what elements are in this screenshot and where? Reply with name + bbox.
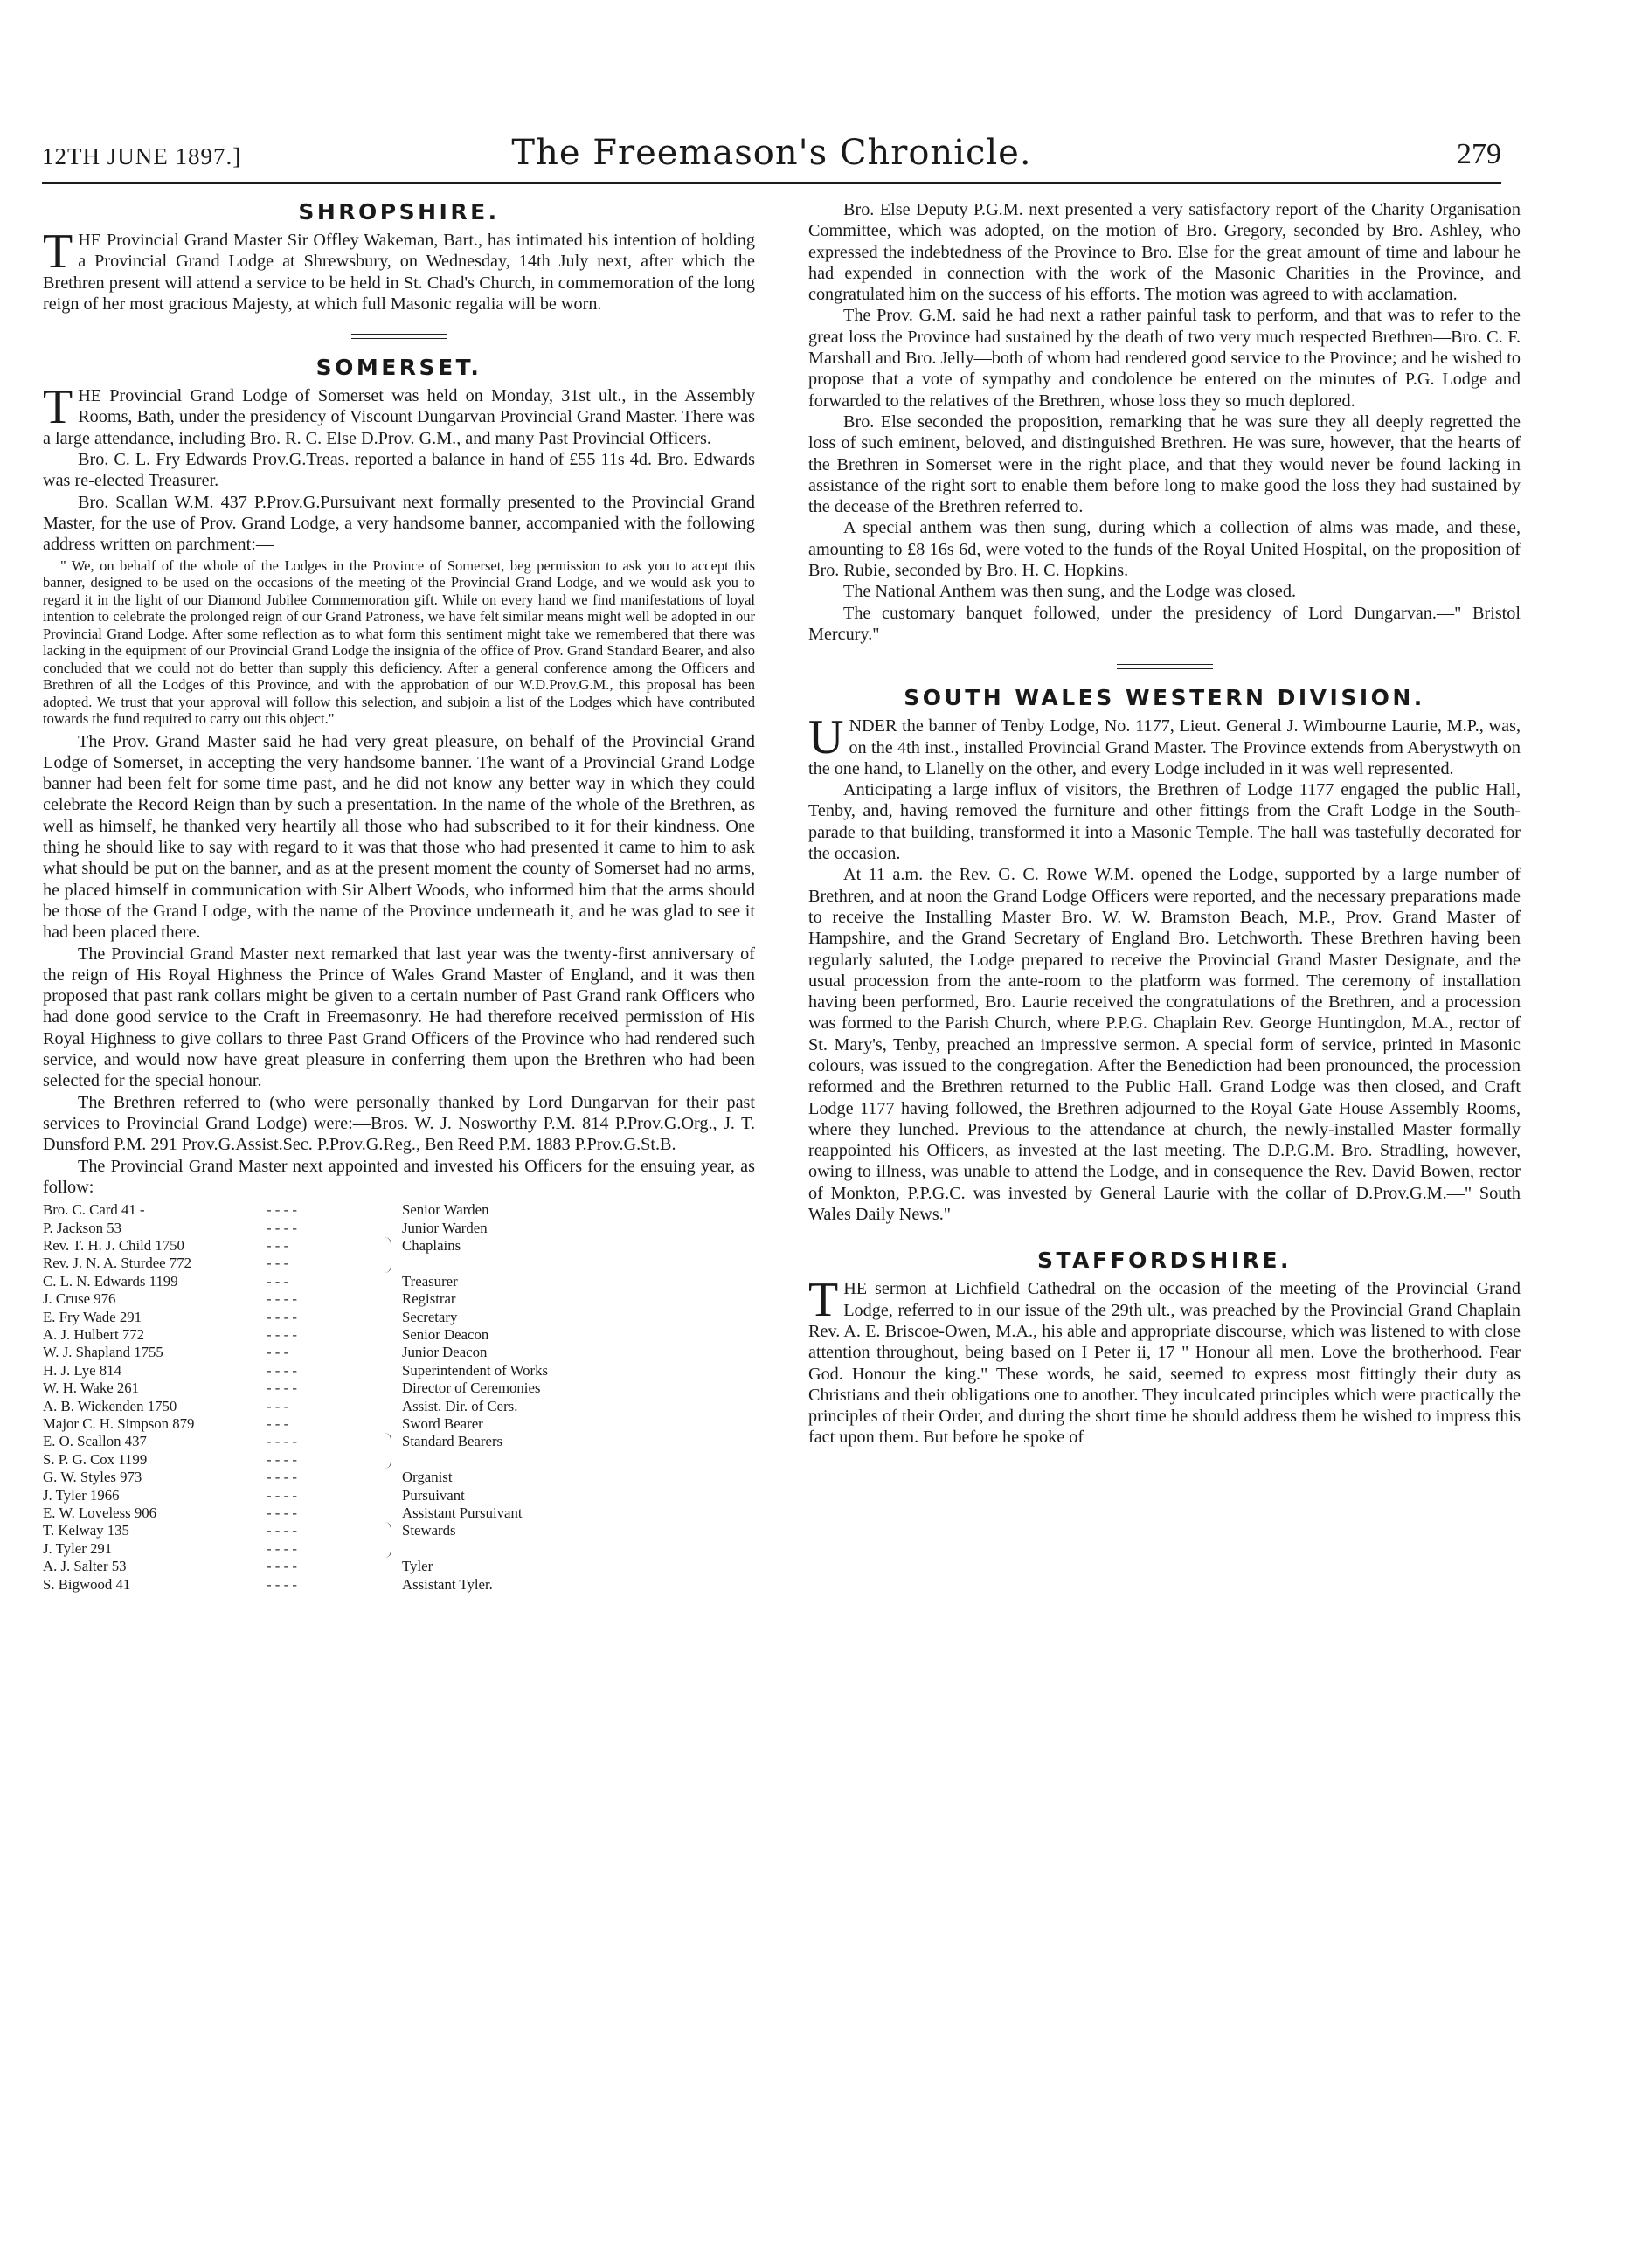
leader-dashes: - - - -: [267, 1201, 297, 1219]
staffordshire-article: [808, 1248, 1521, 1448]
brace-mark: [376, 1326, 391, 1344]
shropshire-body: THE Provincial Grand Master Sir Offley Wakeman, Bart., has intimated his intention of holding a Provincial Grand Lodge at Shrewsbury, on Wednesday, 14th July next, after which the Brethren present will attend a service to be held in St. Chad's Church, in commemoration of the long reign of her most gracious Majesty, at which full Masonic regalia will be worn.: [43, 225, 755, 314]
officer-name: E. Fry Wade 291: [43, 1308, 142, 1325]
officer-office: [391, 1255, 402, 1272]
brace-mark: [376, 1522, 391, 1539]
officer-office: Senior Warden: [402, 1201, 489, 1219]
officers-list: [43, 1201, 755, 1594]
staffordshire-paragraph: THE sermon at Lichfield Cathedral on the occasion of the meeting of the Provincial Grand Lodge, referred to in our issue of the 29th ult., was preached by the Provincial Grand Chaplain Rev. A. E. Briscoe-Owen, M.A., his able and appropriate discourse, which was listened to with close attention throughout, being based on I Peter ii, 17 " Honour all men. Love the brotherhood. Fear God. Honour the king." These words, he said, seemed to express most fittingly their duty as Christians and their obligations one to another. They inculcated principles which were practically the principles of their Order, and during the short time he should address them he wished to impress this fact upon them. But before he spoke of: [808, 1273, 1521, 1448]
officer-row: [43, 1522, 755, 1539]
officer-office: Tyler: [402, 1558, 433, 1575]
leader-dashes: - - - -: [267, 1522, 297, 1539]
brace-mark: [376, 1290, 391, 1308]
leader-dashes: - - - -: [267, 1504, 297, 1521]
officer-row: [43, 1540, 755, 1558]
officer-name: H. J. Lye 814: [43, 1361, 121, 1379]
brace-mark: [376, 1451, 391, 1469]
leader-dashes: - - -: [267, 1397, 289, 1414]
brace-mark: [376, 1201, 391, 1219]
officer-row: [43, 1487, 755, 1504]
brace-mark: [376, 1273, 391, 1290]
officer-name: C. L. N. Edwards 1199: [43, 1272, 178, 1290]
officer-row: [43, 1576, 755, 1594]
officer-row: [43, 1344, 755, 1361]
somerset-paragraph: The customary banquet followed, under the presidency of Lord Dungarvan.—" Bristol Mercury.": [808, 603, 1521, 644]
leader-dashes: - - - -: [267, 1361, 297, 1379]
officer-office: Treasurer: [402, 1272, 458, 1290]
staffordshire-heading: STAFFORDSHIRE.: [1037, 1248, 1292, 1274]
leader-dashes: - - -: [267, 1255, 289, 1272]
officer-name: Rev. T. H. J. Child 1750: [43, 1236, 184, 1254]
leader-dashes: - - - -: [267, 1450, 297, 1468]
officer-row: [43, 1415, 755, 1433]
officer-office: [391, 1451, 402, 1469]
header-rule: [42, 182, 1501, 184]
officer-office: Sword Bearer: [402, 1414, 483, 1432]
officer-name: J. Tyler 291: [43, 1539, 113, 1557]
officer-row: [43, 1326, 755, 1344]
officer-name: G. W. Styles 973: [43, 1469, 142, 1486]
brace-mark: [376, 1220, 391, 1237]
officer-name: Major C. H. Simpson 879: [43, 1414, 195, 1432]
officer-name: J. Cruse 976: [43, 1290, 116, 1308]
brace-mark: [376, 1398, 391, 1415]
officer-office: Junior Deacon: [402, 1344, 488, 1361]
leader-dashes: - - - -: [267, 1325, 297, 1343]
right-column: [808, 199, 1521, 1449]
officer-row: [43, 1558, 755, 1575]
somerset-paragraph: The Provincial Grand Master next remarked that last year was the twenty-first anniversary of the reign of His Royal Highness the Prince of Wales Grand Master of England, and it was then proposed that past rank collars might be given to a certain number of Past Grand rank Officers who had done good service to the Craft in Freemasonry. He had therefore received permission of His Royal Highness to give collars to three Past Grand Officers of the Province who had rendered such service, and would now have great pleasure in conferring them upon the Brethren who had been selected for the special honour.: [43, 944, 755, 1091]
somerset-article: [43, 355, 755, 1594]
brace-mark: [376, 1504, 391, 1522]
leader-dashes: - - - -: [267, 1575, 297, 1593]
officer-row: [43, 1273, 755, 1290]
brace-mark: [376, 1379, 391, 1397]
officer-row: [43, 1504, 755, 1522]
somerset-paragraph: The Provincial Grand Master next appointed and invested his Officers for the ensuing year, as follow:: [43, 1156, 755, 1197]
shropshire-heading: SHROPSHIRE.: [298, 199, 500, 225]
officer-name: W. J. Shapland 1755: [43, 1344, 163, 1361]
officer-name: S. P. G. Cox 1199: [43, 1450, 148, 1468]
brace-mark: [376, 1558, 391, 1575]
officer-name: J. Tyler 1966: [43, 1486, 120, 1504]
somerset-paragraph: Bro. Scallan W.M. 437 P.Prov.G.Pursuivant next formally presented to the Provincial Grand Master, for the use of Prov. Grand Lodge, a very handsome banner, accompanied with the following address written on parchment:—: [43, 492, 755, 555]
dropcap: T: [43, 225, 73, 279]
officer-name: W. H. Wake 261: [43, 1379, 140, 1397]
section-separator: [351, 334, 447, 339]
brace-mark: [376, 1362, 391, 1379]
page-number: 279: [1457, 138, 1501, 170]
somerset-paragraph: Bro. C. L. Fry Edwards Prov.G.Treas. reported a balance in hand of £55 11s 4d. Bro. Edwards was re-elected Treasurer.: [43, 450, 755, 491]
brace-mark: [376, 1415, 391, 1433]
officer-name: A. B. Wickenden 1750: [43, 1397, 177, 1414]
officer-name: E. W. Loveless 906: [43, 1504, 157, 1521]
officer-row: [43, 1309, 755, 1326]
south-wales-paragraph: UNDER the banner of Tenby Lodge, No. 1177, Lieut. General J. Wimbourne Laurie, M.P., was, on the 4th inst., installed Provincial Grand Master. The Province extends from Aberystwyth on the one hand, to Llanelly on the other, and every Lodge included in it was well represented.: [808, 710, 1521, 778]
brace-mark: [376, 1237, 391, 1255]
issue-date: 12TH JUNE 1897.]: [42, 143, 242, 169]
somerset-paragraph: A special anthem was then sung, during which a collection of alms was made, and these, amounting to £8 16s 6d, were voted to the funds of the Royal United Hospital, on the proposition of Bro. Rubie, seconded by Bro. H. C. Hopkins.: [808, 518, 1521, 581]
officer-row: [43, 1379, 755, 1397]
brace-mark: [376, 1540, 391, 1558]
leader-dashes: - - -: [267, 1414, 289, 1432]
officer-row: [43, 1237, 755, 1255]
leader-dashes: - - - -: [267, 1486, 297, 1504]
officer-name: S. Bigwood 41: [43, 1575, 131, 1593]
leader-dashes: - - - -: [267, 1290, 297, 1308]
leader-dashes: - - -: [267, 1344, 289, 1361]
leader-dashes: - - - -: [267, 1558, 297, 1575]
officer-office: Chaplains: [402, 1236, 461, 1254]
officer-office: Assist. Dir. of Cers.: [402, 1397, 518, 1414]
officer-office: Standard Bearers: [402, 1433, 503, 1450]
officer-name: A. J. Hulbert 772: [43, 1325, 145, 1343]
officer-name: E. O. Scallon 437: [43, 1433, 147, 1450]
officer-name: Rev. J. N. A. Sturdee 772: [43, 1255, 191, 1272]
officer-office: Secretary: [402, 1308, 458, 1325]
leader-dashes: - - - -: [267, 1539, 297, 1557]
officer-office: Assistant Tyler.: [402, 1575, 493, 1593]
officer-office: [391, 1540, 402, 1558]
officer-row: [43, 1451, 755, 1469]
south-wales-article: [808, 685, 1521, 1225]
officer-office: Assistant Pursuivant: [402, 1504, 523, 1521]
officer-row: [43, 1398, 755, 1415]
officer-name: Bro. C. Card 41 -: [43, 1201, 145, 1219]
left-column: [43, 199, 755, 1594]
masthead: [42, 131, 1501, 183]
leader-dashes: - - - -: [267, 1379, 297, 1397]
brace-mark: [376, 1344, 391, 1361]
leader-dashes: - - -: [267, 1272, 289, 1290]
officer-office: Registrar: [402, 1290, 456, 1308]
officer-name: A. J. Salter 53: [43, 1558, 127, 1575]
somerset-paragraph: The National Anthem was then sung, and the Lodge was closed.: [843, 582, 1297, 602]
leader-dashes: - - - -: [267, 1308, 297, 1325]
somerset-paragraph: Bro. Else seconded the proposition, remarking that he was sure they all deeply regretted the loss of such eminent, beloved, and distinguished Brethren. He was sure, however, that the hearts of the Brethren in Somerset were in the right place, and that they would never be found lacking in assistance of the right sort to enable them before long to make good the loss they had sustained by the decease of the Brethren referred to.: [808, 411, 1521, 517]
officer-row: [43, 1362, 755, 1379]
somerset-paragraph: THE Provincial Grand Lodge of Somerset was held on Monday, 31st ult., in the Assembly Rooms, Bath, under the presidency of Viscount Dungarvan Provincial Grand Master. There was a large attendance, including Bro. R. C. Else D.Prov. G.M., and many Past Provincial Officers.: [43, 380, 755, 448]
officer-name: T. Kelway 135: [43, 1522, 129, 1539]
officer-row: [43, 1255, 755, 1272]
brace-mark: [376, 1469, 391, 1486]
somerset-heading: SOMERSET.: [315, 355, 482, 381]
officer-office: Pursuivant: [402, 1486, 465, 1504]
section-separator: [1117, 664, 1213, 669]
officer-office: Stewards: [402, 1522, 456, 1539]
officer-row: [43, 1469, 755, 1486]
dropcap: U: [808, 710, 844, 765]
officer-office: Senior Deacon: [402, 1325, 489, 1343]
officer-name: P. Jackson 53: [43, 1219, 121, 1236]
leader-dashes: - - - -: [267, 1433, 297, 1450]
officer-row: [43, 1433, 755, 1450]
leader-dashes: - - - -: [267, 1469, 297, 1486]
banner-address-quote: " We, on behalf of the whole of the Lodges in the Province of Somerset, beg permission to ask you to accept this banner, designed to be used on the occasions of the meeting of the Provincial Grand Lodge, and we would ask you to regard it in the light of our Diamond Jubilee Commemoration gift. While on every hand we find manifestations of loyal intention to celebrate the prolonged reign of our Grand Patroness, we have felt similar means might well be adopted in our Provincial Grand Lodge. After some reflection as to what form this sentiment might take we remembered that there was lacking in the equipment of our Provincial Grand Lodge the insignia of the office of Prov. Grand Standard Bearer, and also concluded that we could not do better than supply this deficiency. After a general conference among the Officers and Brethren of all the Lodges of this Province, and with the approbation of our W.D.Prov.G.M., this proposal has been adopted. We trust that your approval will follow this selection, and subjoin a list of the Lodges which have contributed towards the fund required to carry out this object.": [43, 557, 755, 728]
officer-office: Director of Ceremonies: [402, 1379, 541, 1397]
publication-title: The Freemason's Chronicle.: [511, 133, 1032, 173]
somerset-paragraph: Bro. Else Deputy P.G.M. next presented a very satisfactory report of the Charity Organisation Committee, which was adopted, on the motion of Bro. Gregory, seconded by Bro. Ashley, who expressed the indebtedness of the Province to Bro. Else for the great amount of time and labour he had expended in connection with the work of the Masonic Charities in the Province, and congratulated him on the success of his efforts. The motion was agreed to with acclamation.: [808, 200, 1521, 305]
officer-row: [43, 1290, 755, 1308]
south-wales-paragraph: Anticipating a large influx of visitors, the Brethren of Lodge 1177 engaged the public Hall, Tenby, and, having removed the furniture and other fittings from the Craft Lodge in the South-parade to that building, transformed it into a Masonic Temple. The hall was tastefully decorated for the occasion.: [808, 780, 1521, 864]
leader-dashes: - - -: [267, 1236, 289, 1254]
leader-dashes: - - - -: [267, 1219, 297, 1236]
brace-mark: [376, 1433, 391, 1450]
somerset-paragraph: The Brethren referred to (who were personally thanked by Lord Dungarvan for their past services to Provincial Grand Lodge) were:—Bros. W. J. Nosworthy P.M. 814 P.Prov.G.Org., J. T. Dunsford P.M. 291 Prov.G.Assist.Sec. P.Prov.G.Reg., Ben Reed P.M. 1883 P.Prov.G.St.B.: [43, 1092, 755, 1155]
shropshire-article: [43, 199, 755, 315]
south-wales-heading: SOUTH WALES WESTERN DIVISION.: [904, 685, 1425, 711]
officer-row: [43, 1201, 755, 1219]
brace-mark: [376, 1576, 391, 1594]
brace-mark: [376, 1487, 391, 1504]
brace-mark: [376, 1309, 391, 1326]
somerset-continued: [808, 199, 1521, 645]
dropcap: T: [808, 1273, 839, 1328]
officer-row: [43, 1220, 755, 1237]
officer-office: Superintendent of Works: [402, 1361, 549, 1379]
south-wales-paragraph: At 11 a.m. the Rev. G. C. Rowe W.M. opened the Lodge, supported by a large number of Brethren, and at noon the Grand Lodge Officers were reported, and the necessary preparations made to receive the Installing Master Bro. W. W. Bramston Beach, M.P., Prov. Grand Master of Hampshire, and the Grand Secretary of England Bro. Letchworth. These Brethren having been regularly saluted, the Lodge prepared to receive the Provincial Grand Master Designate, and the usual procession from the ante-room to the platform was formed. The ceremony of installation having been performed, Bro. Laurie received the congratulations of the Brethren, and a procession was formed to the Parish Church, where P.P.G. Chaplain Rev. George Huntingdon, M.A., rector of St. Mary's, Tenby, preached an impressive sermon. A special form of service, printed in Masonic colours, was issued to the congregation. After the Benediction had been pronounced, the procession reformed and the Brethren returned to the Public Hall. Grand Lodge was then closed, and Craft Lodge 1177 having followed, the Brethren adjourned to the Royal Gate House Assembly Rooms, where they lunched. Previous to the attendance at church, the newly-installed Master formally reappointed his Officers, as invested at the last meeting. The D.P.G.M. Bro. Stradling, however, owing to illness, was unable to attend the Lodge, and in consequence the Rev. David Bowen, rector of Monkton, P.P.G.C. was invested by General Laurie with the collar of D.Prov.G.M.—" South Wales Daily News.": [808, 865, 1521, 1225]
officer-office: Junior Warden: [402, 1219, 488, 1236]
somerset-paragraph: The Prov. Grand Master said he had very great pleasure, on behalf of the Provincial Grand Lodge of Somerset, in accepting the very handsome banner. The want of a Provincial Grand Lodge banner had been felt for some time past, and he did not know any better way in which they could celebrate the Record Reign than by such a presentation. In the name of the whole of the Brethren, as well as himself, he thanked very heartily all those who had subscribed to it for their kindness. One thing he should like to say with regard to it was that those who had presented it came to him to ask what should be put on the banner, and as at the present moment the county of Somerset had no arms, he placed himself in communication with Sir Albert Woods, who informed him that the arms should be those of the Grand Lodge, with the name of the Province underneath it, and he was glad to see it had been placed there.: [43, 731, 755, 943]
dropcap: T: [43, 380, 73, 435]
officer-office: Organist: [402, 1469, 453, 1486]
somerset-paragraph: The Prov. G.M. said he had next a rather painful task to perform, and that was to refer to the great loss the Province had sustained by the death of two very much respected Brethren—Bro. C. F. Marshall and Bro. Jelly—both of whom had rendered good service to the Province; and he wished to propose that a vote of sympathy and condolence be entered on the minutes of P.G. Lodge and forwarded to the relatives of the Brethren, whose loss they so much deplored.: [808, 306, 1521, 411]
brace-mark: [376, 1255, 391, 1272]
